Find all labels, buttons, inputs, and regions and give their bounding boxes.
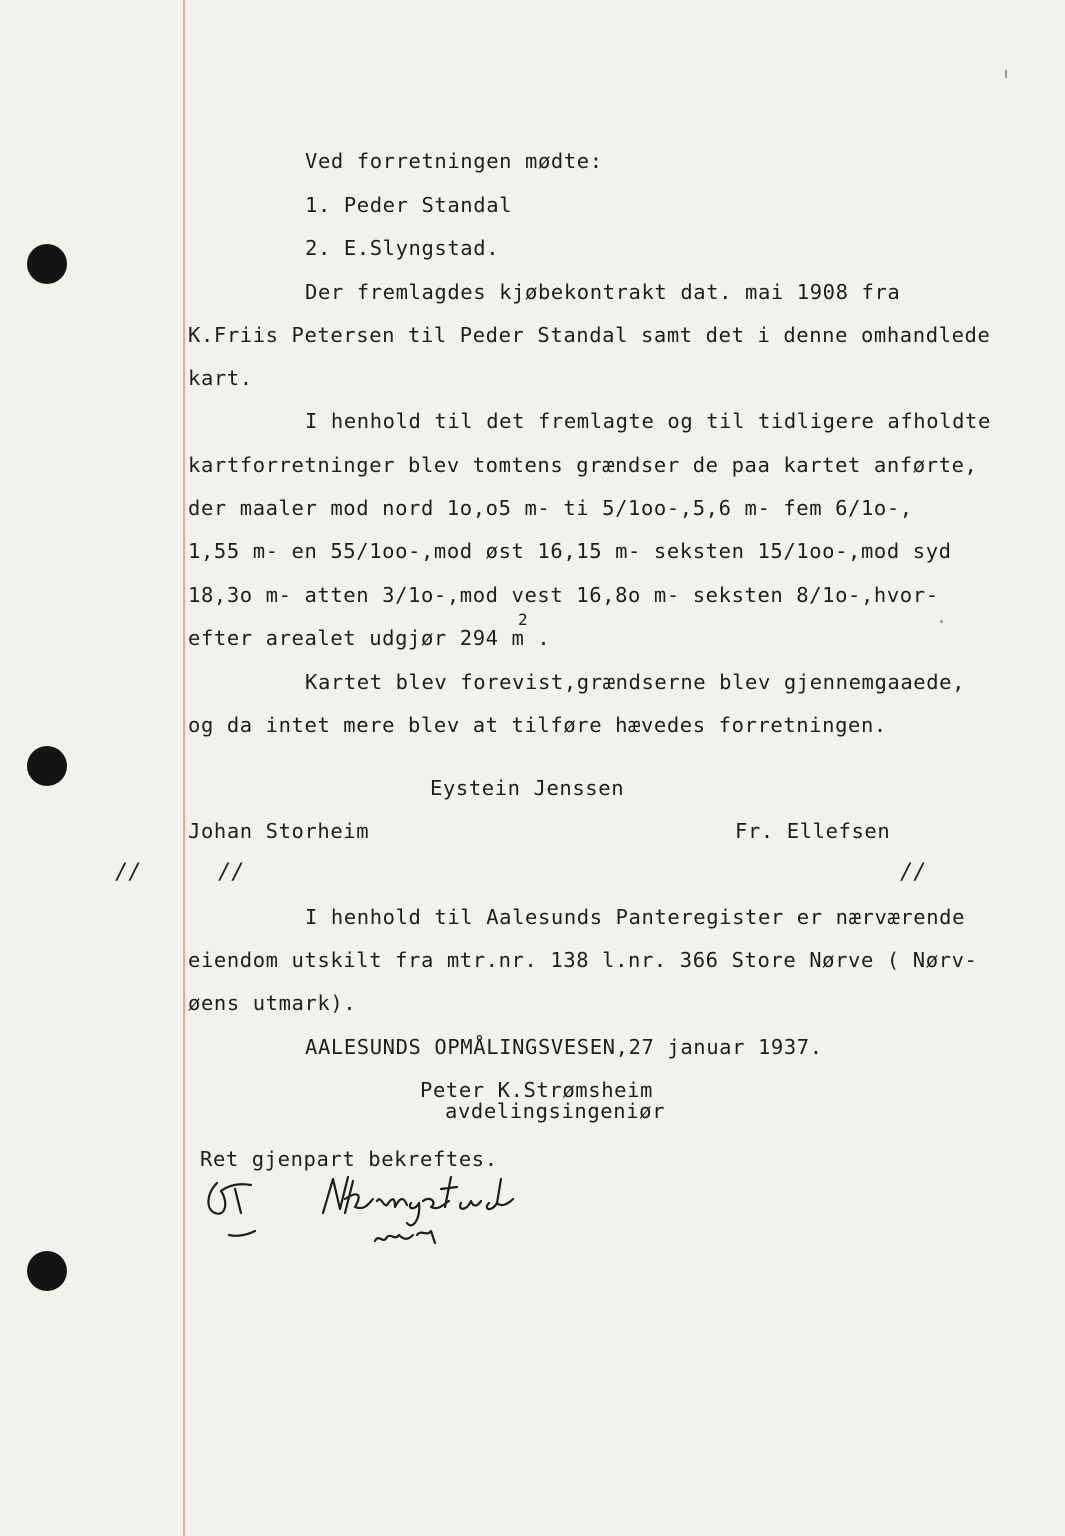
engineer-title: avdelingsingeniør bbox=[445, 1099, 666, 1123]
paper-mark bbox=[1005, 70, 1007, 78]
certification: Ret gjenpart bekreftes. bbox=[200, 1147, 498, 1171]
engineer-name: Peter K.Strømsheim bbox=[420, 1078, 653, 1102]
attendee-1: 1. Peder Standal bbox=[305, 193, 513, 217]
paragraph4-line: I henhold til Aalesunds Panteregister er nærværende bbox=[305, 905, 966, 929]
signature-mark-right: // bbox=[900, 860, 927, 885]
paragraph1-line: kart. bbox=[188, 366, 253, 390]
paragraph2-line: kartforretninger blev tomtens grændser de paa kartet anførte, bbox=[188, 453, 978, 477]
area-exponent: 2 bbox=[518, 610, 528, 629]
paragraph2-line: der maaler mod nord 1o,o5 m- ti 5/1oo-,5,6 m- fem 6/1o-, bbox=[188, 496, 913, 520]
paragraph3-line: Kartet blev forevist,grændserne blev gjennemgaaede, bbox=[305, 670, 966, 694]
paragraph1-line: Der fremlagdes kjøbekontrakt dat. mai 1908 fra bbox=[305, 280, 901, 304]
paragraph2-line: efter arealet udgjør 294 m . bbox=[188, 626, 551, 650]
handwritten-signature bbox=[195, 1165, 605, 1265]
margin-line bbox=[183, 0, 185, 1536]
punch-hole bbox=[27, 1251, 67, 1291]
margin-mark: // bbox=[115, 860, 142, 885]
office-date: AALESUNDS OPMÅLINGSVESEN,27 januar 1937. bbox=[305, 1035, 823, 1059]
paragraph2-line: I henhold til det fremlagte og til tidligere afholdte bbox=[305, 409, 991, 433]
heading: Ved forretningen mødte: bbox=[305, 149, 603, 173]
signatory-right: Fr. Ellefsen bbox=[735, 819, 891, 843]
paragraph4-line: øens utmark). bbox=[188, 991, 357, 1015]
paragraph1-line: K.Friis Petersen til Peder Standal samt det i denne omhandlede bbox=[188, 323, 991, 347]
attendee-2: 2. E.Slyngstad. bbox=[305, 236, 500, 260]
signatory-left: Johan Storheim bbox=[188, 819, 370, 843]
paragraph2-line: 18,3o m- atten 3/1o-,mod vest 16,8o m- seksten 8/1o-,hvor- bbox=[188, 583, 939, 607]
paragraph4-line: eiendom utskilt fra mtr.nr. 138 l.nr. 366 Store Nørve ( Nørv- bbox=[188, 948, 978, 972]
punch-hole bbox=[27, 244, 67, 284]
signatory-center: Eystein Jenssen bbox=[430, 776, 625, 800]
signature-mark-left: // bbox=[218, 860, 245, 885]
punch-hole bbox=[27, 746, 67, 786]
paper-speck bbox=[940, 620, 943, 623]
paragraph2-line: 1,55 m- en 55/1oo-,mod øst 16,15 m- seksten 15/1oo-,mod syd bbox=[188, 539, 952, 563]
paragraph3-line: og da intet mere blev at tilføre hævedes forretningen. bbox=[188, 713, 887, 737]
